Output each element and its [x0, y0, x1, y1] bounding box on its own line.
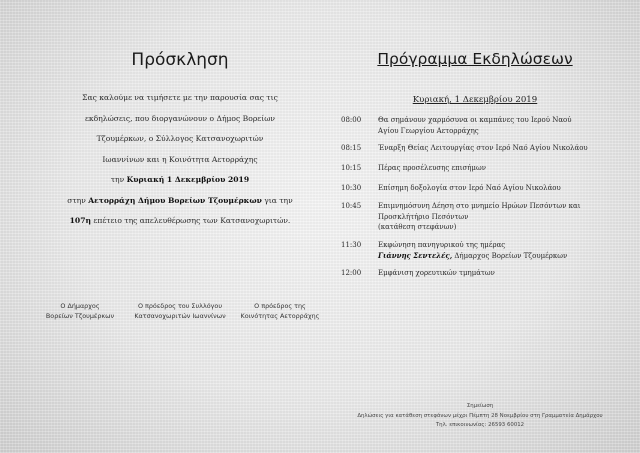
notice-line: Δηλώσεις για κατάθεση στεφάνων μέχρι Πέμπτη 28 Νοεμβρίου στη Γραμματεία Δημάρχου [357, 412, 603, 419]
anniversary-number: 107η [69, 216, 91, 225]
program-title: Πρόγραμμα Εκδηλώσεων [377, 50, 573, 68]
speaker-name: Γιάννης Σεντελές, [378, 250, 453, 260]
signer-association [130, 301, 230, 321]
invitation-anniversary-line [30, 211, 330, 232]
program-line: Έναρξη Θείας Λειτουργίας στον Ιερό Ναό Αγίου Νικολάου [378, 144, 588, 152]
program-line: Εμφάνιση χορευτικών τμημάτων [378, 269, 495, 277]
invitation-title: Πρόσκληση [131, 50, 229, 70]
program-description [378, 183, 618, 194]
program-line: Αγίου Γεωργίου Αετορράχης [378, 126, 479, 135]
invitation-line: Σας καλούμε να τιμήσετε με την παρουσία σας τις [82, 93, 278, 102]
signer-community [230, 301, 330, 321]
invitation-date-line [30, 170, 330, 191]
signer-line: Ο Δήμαρχος [60, 302, 100, 310]
program-description [378, 143, 618, 154]
program-line: Επίσημη δοξολογία στον Ιερό Ναό Αγίου Νικολάου [378, 184, 561, 192]
notice [345, 402, 615, 431]
place-prefix: στην [67, 195, 89, 205]
signer-line: Ο πρόεδρος του Συλλόγου [137, 302, 223, 310]
program-time: 08:00 [341, 116, 362, 124]
invitation-text [30, 88, 330, 232]
program-line: Προσκλήτήριο Πεσόντων [378, 212, 469, 221]
invitation-place-line [30, 191, 330, 212]
signer-mayor [30, 301, 130, 321]
signer-line: Κατσανοχωριτών Ιωαννίνων [134, 312, 226, 320]
date-prefix: την [110, 175, 127, 184]
program-line: Πέρας προσέλευσης επισήμων [378, 164, 486, 172]
program-line: Θα σημάνουν χαρμόσυνα οι καμπάνες του Ιερού Ναού [378, 116, 572, 124]
program-description [378, 115, 618, 136]
program-line: Επιμνημόσυνη Δέηση στο μνημείο Ηρώων Πεσόντων και [378, 202, 581, 210]
program-description [378, 240, 618, 261]
program-time: 10:30 [341, 184, 362, 192]
invitation-line: Ιωαννίνων και η Κοινότητα Αετορράχης [102, 154, 258, 164]
signer-line: Κοινότητας Αετορράχης [240, 312, 320, 320]
program-time: 11:30 [341, 241, 362, 249]
notice-heading: Σημείωση [466, 403, 494, 409]
notice-contact: Τηλ. επικοινωνίας: 26593 60012 [435, 422, 525, 428]
program-time: 10:15 [341, 164, 362, 172]
program-line: (κατάθεση στεφάνων) [378, 223, 457, 231]
signer-line: Ο πρόεδρος της [254, 302, 306, 310]
event-date: Κυριακή 1 Δεκεμβρίου 2019 [126, 175, 250, 184]
event-place: Αετορράχη Δήμου Βορείων Τζουμέρκων [88, 195, 262, 205]
program-line: Εκφώνηση πανηγυρικού της ημέρας [378, 241, 506, 249]
program-description [378, 268, 618, 279]
anniversary-text: επέτειο της απελευθέρωσης των Κατσανοχωριτών. [91, 216, 291, 225]
program-description [378, 163, 618, 174]
signer-line: Βορείων Τζουμέρκων [45, 312, 115, 320]
place-suffix: για την [261, 195, 293, 205]
program-time: 10:45 [341, 202, 362, 210]
invitation-line: εκδηλώσεις, που διοργανώνουν ο Δήμος Βορείων [85, 113, 275, 123]
speaker-role: Δήμαρχος Βορείων Τζουμέρκων [452, 251, 568, 260]
program-date: Κυριακή, 1 Δεκεμβρίου 2019 [412, 95, 538, 105]
program-time: 08:15 [341, 144, 362, 152]
program-time: 12:00 [341, 269, 362, 277]
program-line [378, 251, 618, 262]
invitation-line: Τζουμέρκων, ο Σύλλογος Κατσανοχωριτών [96, 134, 264, 143]
program-description [378, 201, 618, 233]
